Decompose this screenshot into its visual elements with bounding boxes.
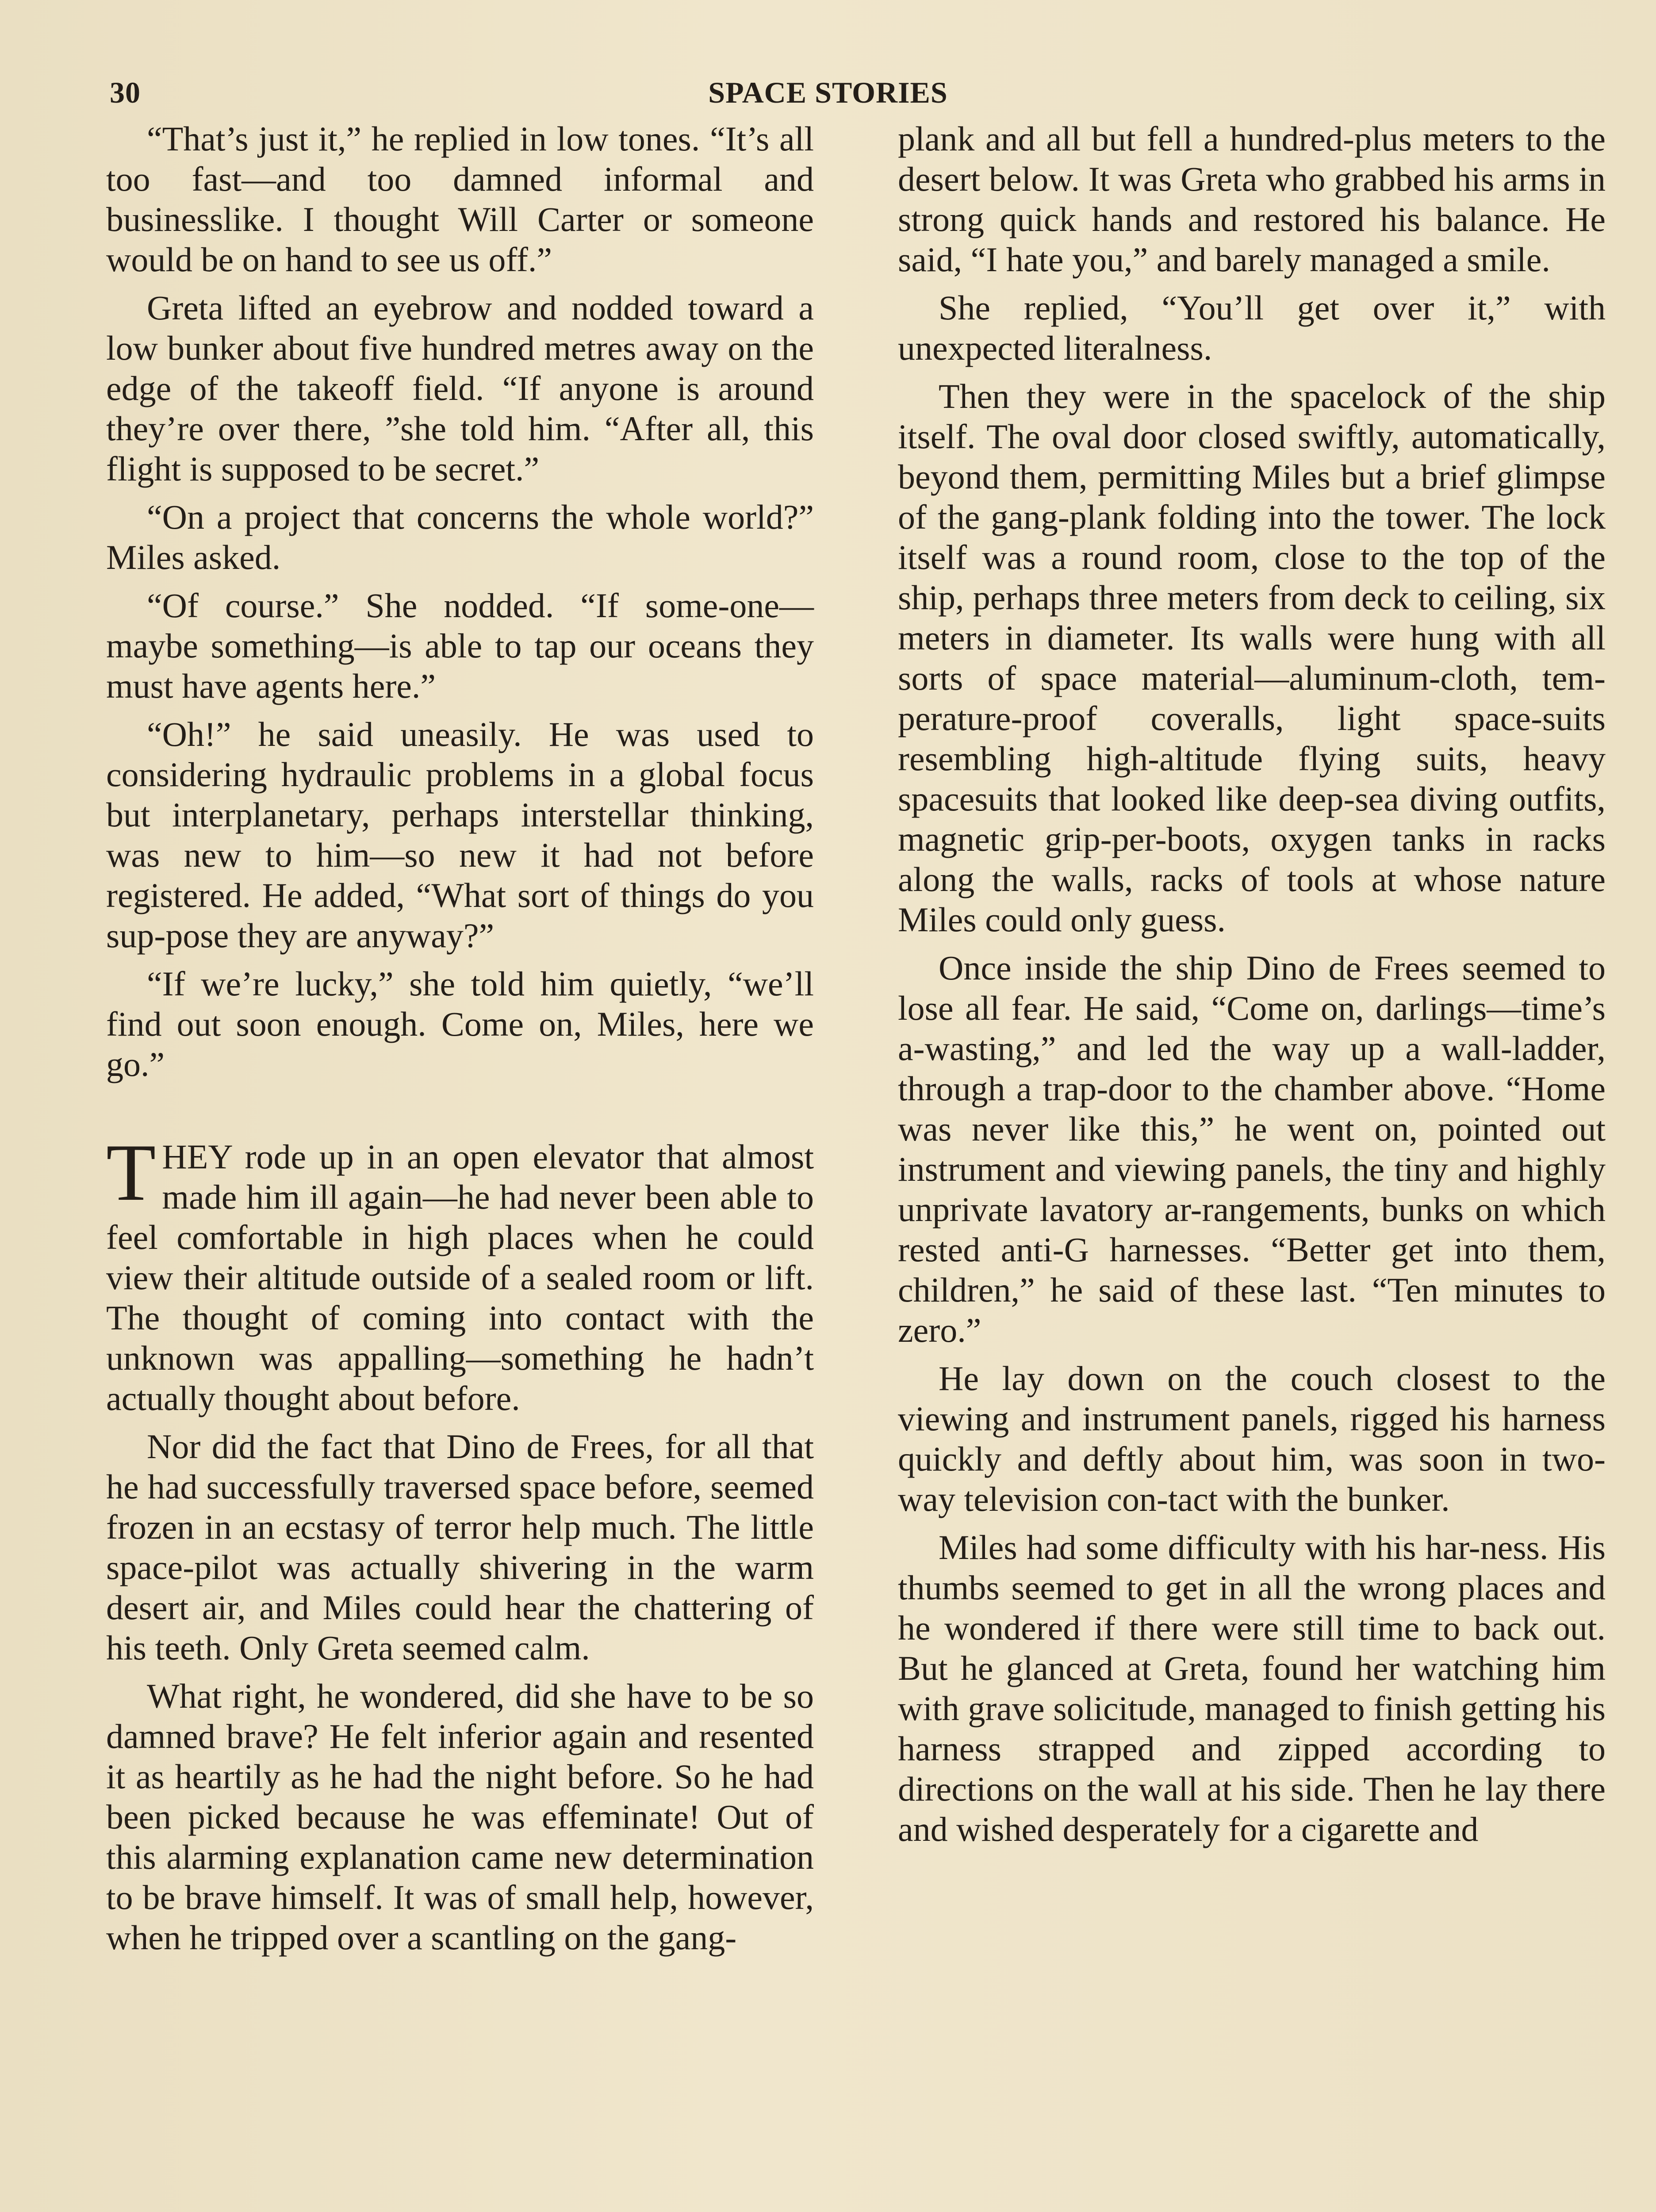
magazine-title: SPACE STORIES — [708, 76, 948, 109]
paragraph: Nor did the fact that Dino de Frees, for all that he had successfully traversed space before, seemed frozen in an ecstasy of terror help much. The little space-pilot was actually shivering in the warm desert air, and Miles could hear the chattering of his teeth. Only Greta seemed calm. — [106, 1427, 814, 1667]
section-opening-text: HEY rode up in an open elevator that almost made him ill again—he had never been able to feel comfortable in high places when he could view their altitude outside of a sealed room or lift. The thought of coming into contact with the unknown was appalling—something he hadn’t actually thought about before. — [106, 1137, 814, 1417]
paragraph: “On a project that concerns the whole world?” Miles asked. — [106, 498, 814, 576]
paragraph: Greta lifted an eyebrow and nodded toward a low bunker about five hundred metres away on the edge of the takeoff field. “If anyone is around they’re over there, ”she told him. “After all, this flight is supposed to be secret.” — [106, 288, 814, 488]
paragraph: “That’s just it,” he replied in low tones. “It’s all too fast—and too damned informal and businesslike. I thought Will Carter or someone would be on hand to see us off.” — [106, 119, 814, 279]
continued-paragraph: plank and all but fell a hundred-plus meters to the desert below. It was Greta who grabbed his arms in strong quick hands and restored his balance. He said, “I hate you,” and barely managed a smile. — [898, 119, 1606, 279]
paragraph: Once inside the ship Dino de Frees seemed to lose all fear. He said, “Come on, darlings—time’s a-wasting,” and led the way up a wall-ladder, through a trap-door to the chamber above. “Home was never like this,” he went on, pointed out instrument and viewing panels, the tiny and highly unprivate lavatory ar-rangements, bunks on which rested anti-G harnesses. “Better get into them, children,” he said of these last. “Ten minutes to zero.” — [898, 949, 1606, 1349]
paragraph: She replied, “You’ll get over it,” with unexpected literalness. — [898, 288, 1606, 367]
left-column — [106, 119, 814, 2212]
page-number: 30 — [110, 76, 141, 109]
text-columns — [106, 119, 1606, 2212]
right-column — [898, 119, 1606, 2212]
paragraph: “If we’re lucky,” she told him quietly, “we’ll find out soon enough. Come on, Miles, here we go.” — [106, 964, 814, 1083]
paragraph: “Of course.” She nodded. “If some-one—maybe something—is able to tap our oceans they must have agents here.” — [106, 586, 814, 705]
paragraph: He lay down on the couch closest to the viewing and instrument panels, rigged his harness quickly and deftly about him, was soon in two-way television con-tact with the bunker. — [898, 1359, 1606, 1518]
drop-cap: T — [106, 1127, 156, 1217]
running-head — [0, 75, 1656, 115]
paragraph: Then they were in the spacelock of the ship itself. The oval door closed swiftly, automatically, beyond them, permitting Miles but a brief glimpse of the gang-plank folding into the tower. The lock itself was a round room, close to the top of the ship, perhaps three meters from deck to ceiling, six meters in diameter. Its walls were hung with all sorts of space material—aluminum-cloth, tem-perature-proof coveralls, light space-suits resembling high-altitude flying suits, heavy spacesuits that looked like deep-sea diving outfits, magnetic grip-per-boots, oxygen tanks in racks along the walls, racks of tools at whose nature Miles could only guess. — [898, 377, 1606, 939]
paragraph: Miles had some difficulty with his har-ness. His thumbs seemed to get in all the wrong places and he wondered if there were still time to back out. But he glanced at Greta, found her watching him with grave solicitude, managed to finish getting his harness strapped and zipped according to directions on the wall at his side. Then he lay there and wished desperately for a cigarette and — [898, 1528, 1606, 1848]
paragraph: What right, he wondered, did she have to be so damned brave? He felt inferior again and resented it as heartily as he had the night before. So he had been picked because he was effeminate! Out of this alarming explanation came new determination to be brave himself. It was of small help, however, when he tripped over a scantling on the gang- — [106, 1677, 814, 1957]
section-opening-paragraph — [106, 1127, 814, 1418]
paragraph: “Oh!” he said uneasily. He was used to considering hydraulic problems in a global focus but interplanetary, perhaps interstellar thinking, was new to him—so new it had not before registered. He added, “What sort of things do you sup-pose they are anyway?” — [106, 715, 814, 955]
